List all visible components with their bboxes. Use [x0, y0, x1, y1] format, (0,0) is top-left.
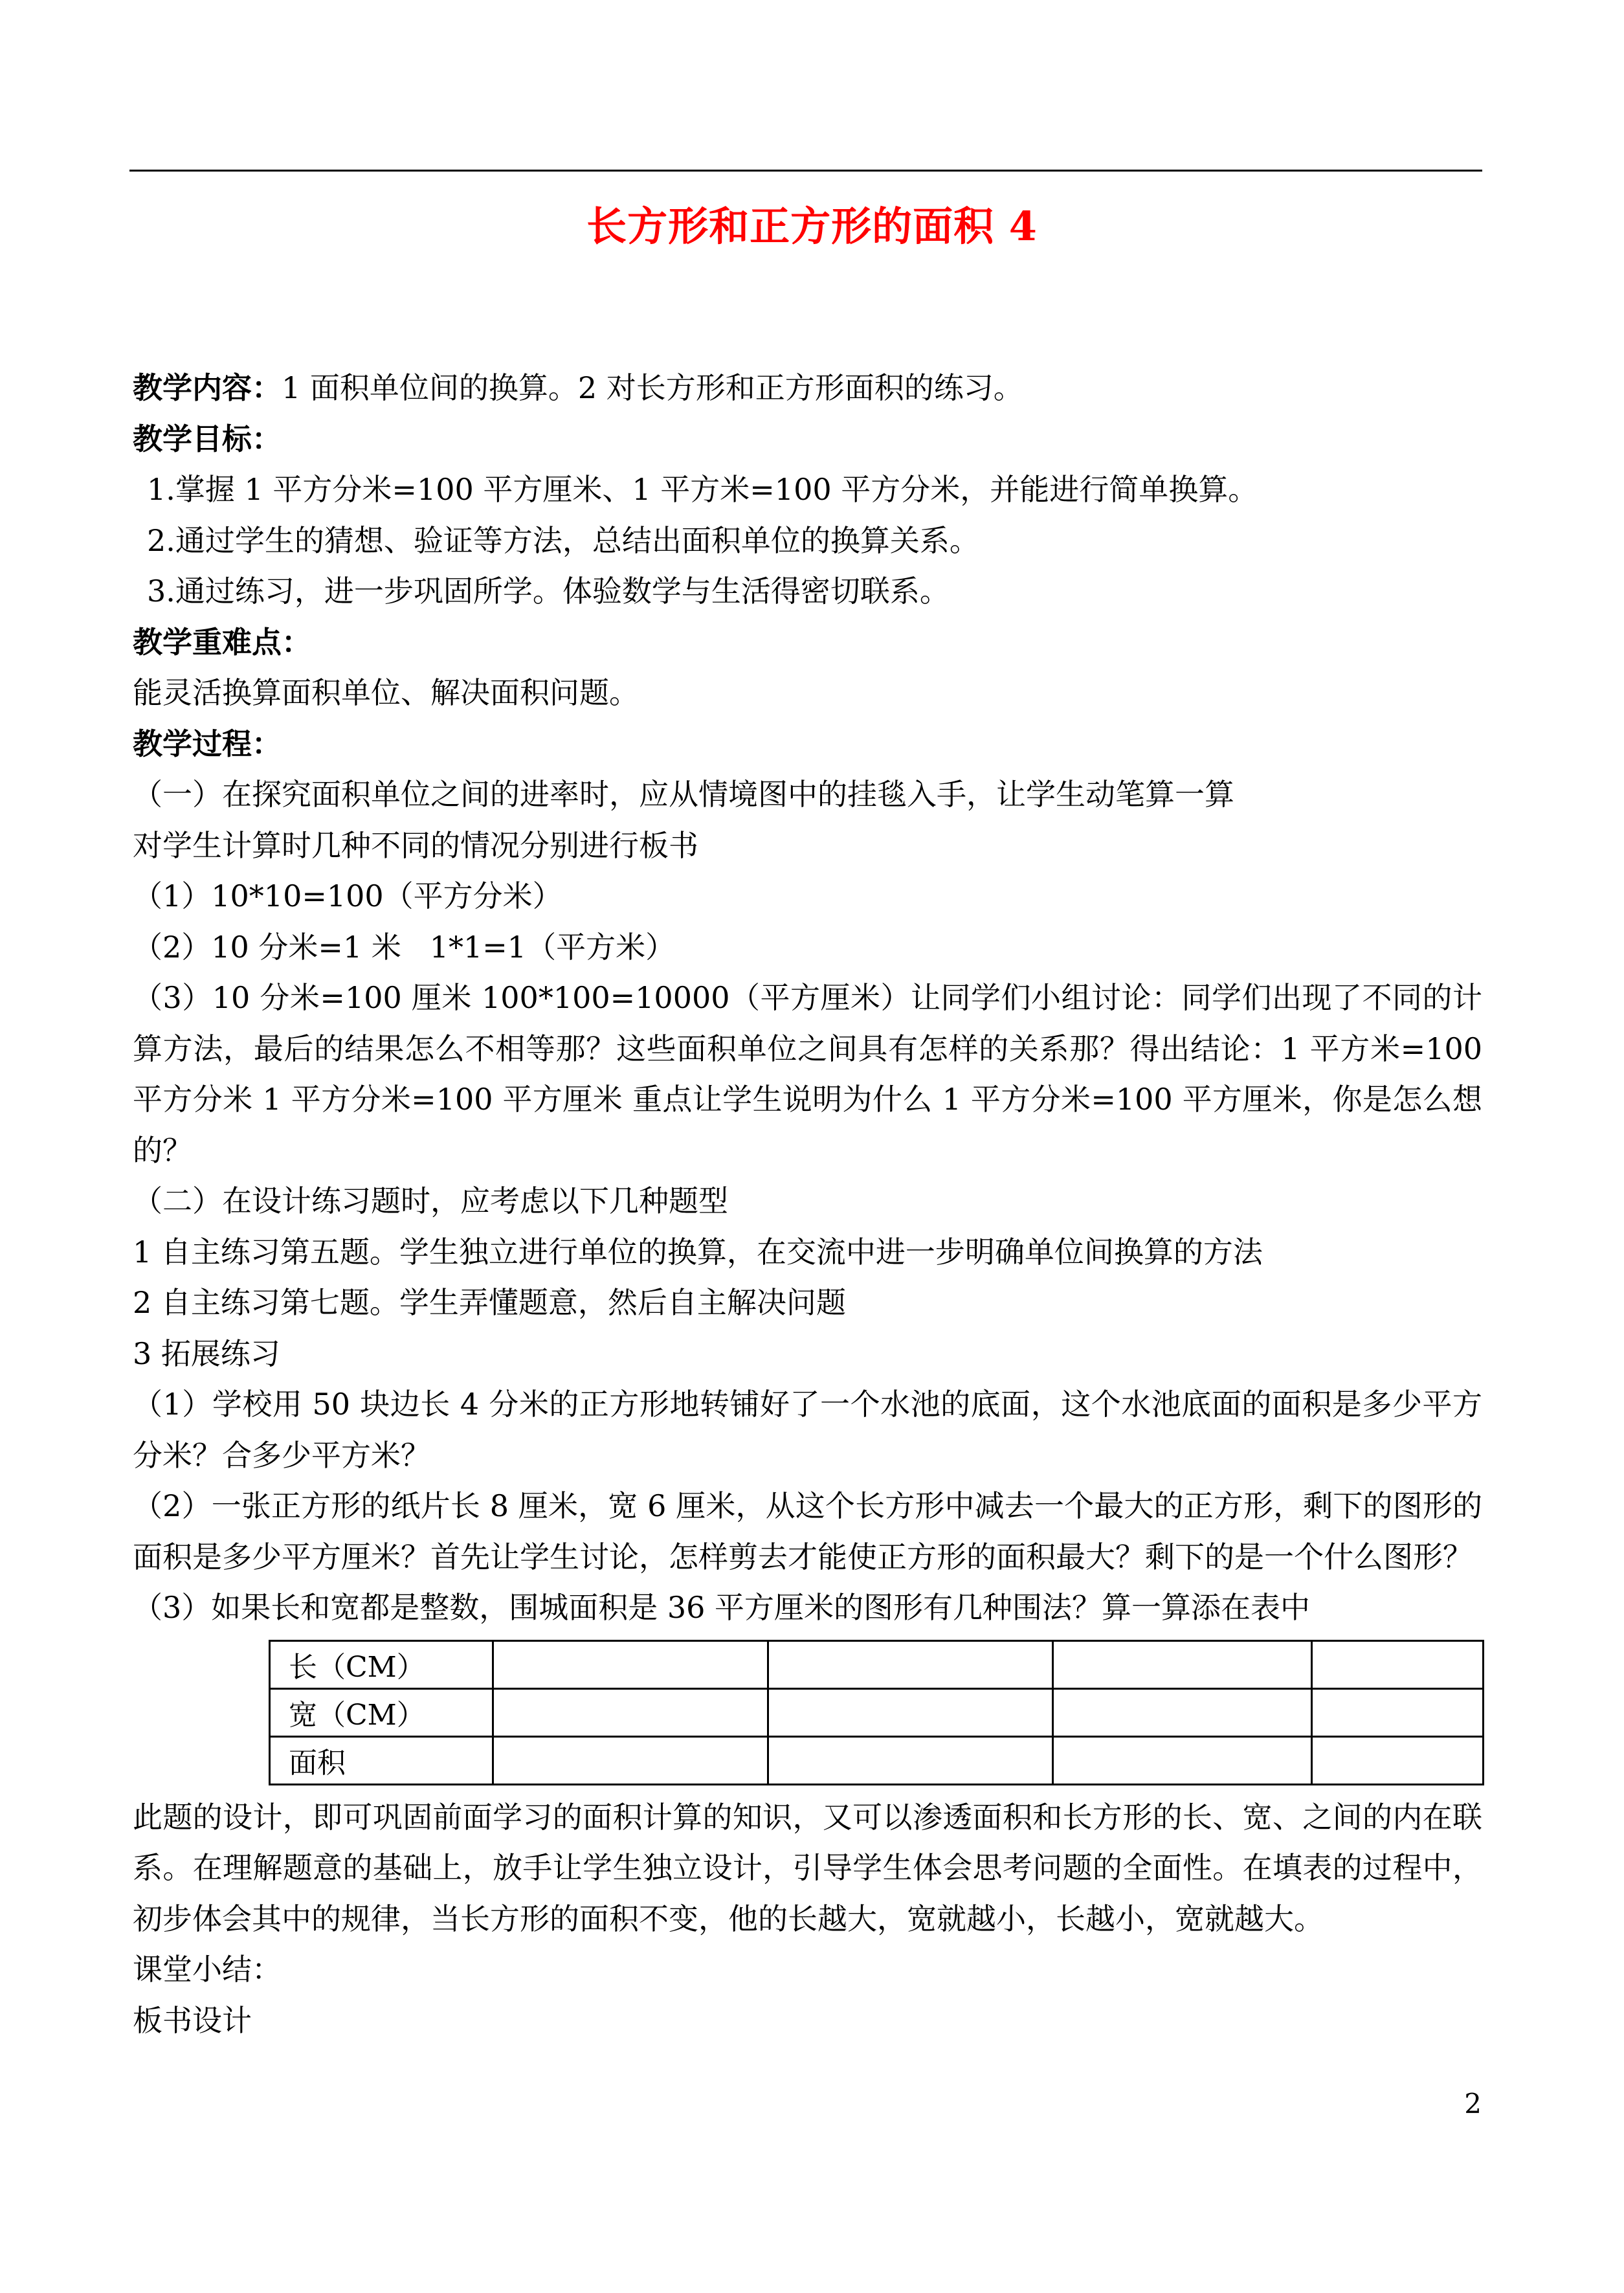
process-step-6: （二）在设计练习题时，应考虑以下几种题型: [133, 1183, 728, 1218]
goal-item-3: 3.通过练习，进一步巩固所学。体验数学与生活得密切联系。: [147, 574, 950, 609]
table-cell: [1312, 1640, 1484, 1688]
goals-heading: 教学目标：: [133, 421, 282, 456]
process-step-4: （2）10 分米=1 米 1*1=1（平方米）: [133, 929, 676, 965]
process-step-3: （1）10*10=100（平方分米）: [133, 878, 562, 913]
table-cell: [493, 1688, 768, 1736]
content-text: 1 面积单位间的换算。2 对长方形和正方形面积的练习。: [282, 370, 1023, 405]
goal-item-1: 1.掌握 1 平方分米=100 平方厘米、1 平方米=100 平方分米，并能进行简单换算。: [147, 472, 1258, 507]
exercise-2: （2）一张正方形的纸片长 8 厘米，宽 6 厘米，从这个长方形中减去一个最大的正方形，剩下的图形的面积是多少平方厘米？首先让学生讨论，怎样剪去才能使正方形的面积最大？剩下的是一个什么图形？: [133, 1488, 1482, 1574]
table-cell: [1053, 1736, 1312, 1784]
row-label-width: 宽（CM）: [270, 1688, 493, 1736]
table-cell: [1312, 1688, 1484, 1736]
table-cell: [493, 1640, 768, 1688]
row-label-area: 面积: [270, 1736, 493, 1784]
table-cell: [768, 1736, 1053, 1784]
design-notes: 此题的设计，即可巩固前面学习的面积计算的知识，又可以渗透面积和长方形的长、宽、之间的内在联系。在理解题意的基础上，放手让学生独立设计，引导学生体会思考问题的全面性。在填表的过程中，初步体会其中的规律，当长方形的面积不变，他的长越大，宽就越小，长越小，宽就越大。: [133, 1799, 1482, 1936]
exercise-3: （3）如果长和宽都是整数，围城面积是 36 平方厘米的图形有几种围法？算一算添在表中: [133, 1590, 1311, 1625]
table-row: [270, 1688, 1484, 1736]
process-step-5: （3）10 分米=100 厘米 100*100=10000（平方厘米）让同学们小组讨论：同学们出现了不同的计算方法，最后的结果怎么不相等那？这些面积单位之间具有怎样的关系那？得出结论：1 平方米=100 平方分米 1 平方分米=100 平方厘米 重点让学生说明为什么 1 平方分米=100 平方厘米，你是怎么想的？: [133, 980, 1482, 1168]
content-label: 教学内容：: [133, 370, 282, 405]
difficulty-heading: 教学重难点：: [133, 624, 311, 660]
table-cell: [1312, 1736, 1484, 1784]
table-row: [270, 1736, 1484, 1784]
row-label-length: 长（CM）: [270, 1640, 493, 1688]
table-cell: [493, 1736, 768, 1784]
summary-heading: 课堂小结：: [133, 1952, 282, 1987]
document-body: [133, 363, 1482, 2046]
process-step-1: （一）在探究面积单位之间的进率时，应从情境图中的挂毯入手，让学生动笔算一算: [133, 777, 1234, 812]
board-design-heading: 板书设计: [133, 2002, 252, 2038]
table-row: [270, 1640, 1484, 1688]
process-step-2: 对学生计算时几种不同的情况分别进行板书: [133, 827, 698, 863]
difficulty-text: 能灵活换算面积单位、解决面积问题。: [133, 675, 639, 710]
content-line: [133, 363, 1482, 414]
process-step-9: 3 拓展练习: [133, 1336, 280, 1371]
header-rule: [129, 170, 1482, 172]
process-heading: 教学过程：: [133, 726, 282, 761]
process-step-8: 2 自主练习第七题。学生弄懂题意，然后自主解决问题: [133, 1285, 846, 1320]
process-step-7: 1 自主练习第五题。学生独立进行单位的换算，在交流中进一步明确单位间换算的方法: [133, 1234, 1263, 1270]
page-number: 2: [1464, 2088, 1482, 2120]
exercise-1: （1）学校用 50 块边长 4 分米的正方形地转铺好了一个水池的底面，这个水池底面的面积是多少平方分米？合多少平方米？: [133, 1387, 1482, 1473]
document-title: 长方形和正方形的面积 4: [586, 203, 1038, 250]
table-cell: [768, 1640, 1053, 1688]
table-cell: [1053, 1640, 1312, 1688]
table-cell: [768, 1688, 1053, 1736]
table-cell: [1053, 1688, 1312, 1736]
area-table: [269, 1640, 1484, 1785]
goal-item-2: 2.通过学生的猜想、验证等方法，总结出面积单位的换算关系。: [147, 522, 979, 558]
